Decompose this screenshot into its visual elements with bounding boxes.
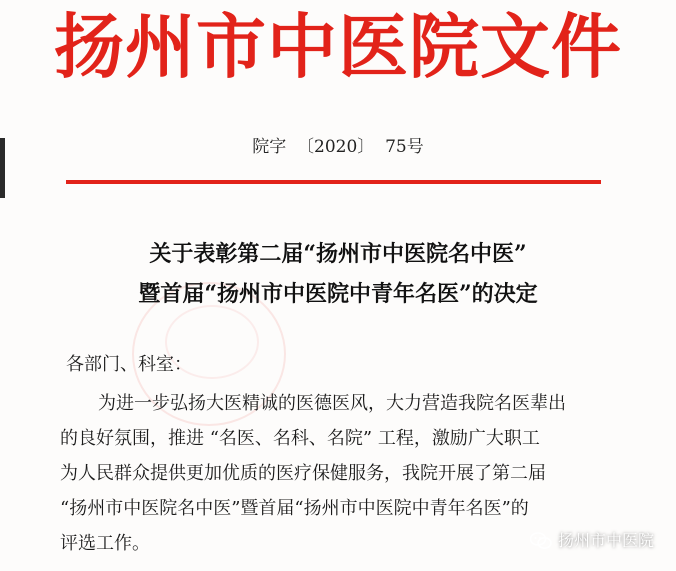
wechat-watermark	[530, 531, 654, 551]
notice-title-line-2: 暨首届“扬州市中医院中青年名医”的决定	[138, 281, 538, 307]
red-divider-line	[66, 180, 601, 184]
watermark-label: 扬州市中医院	[557, 531, 654, 550]
body-line: 的良好氛围，推进 “名医、名科、名院” 工程，激励广大职工	[60, 428, 540, 449]
notice-title	[0, 234, 676, 314]
body-line: 评选工作。	[60, 533, 150, 554]
cut-off-text-line	[140, 563, 676, 571]
notice-title-line-1: 关于表彰第二届“扬州市中医院名中医”	[149, 241, 527, 267]
wechat-icon	[530, 532, 552, 550]
document-number: 院字 〔2020〕 75号	[252, 137, 424, 157]
body-line: 为人民群众提供更加优质的医疗保健服务，我院开展了第二届	[60, 463, 546, 484]
body-line: 为进一步弘扬大医精诚的医德医风，大力营造我院名医辈出	[98, 393, 566, 414]
document-header-title: 扬州市中医院文件	[54, 6, 622, 88]
recipients-line: 各部门、科室：	[66, 354, 192, 375]
body-line: “扬州市中医院名中医”暨首届“扬州市中医院中青年名医”的	[60, 498, 529, 519]
